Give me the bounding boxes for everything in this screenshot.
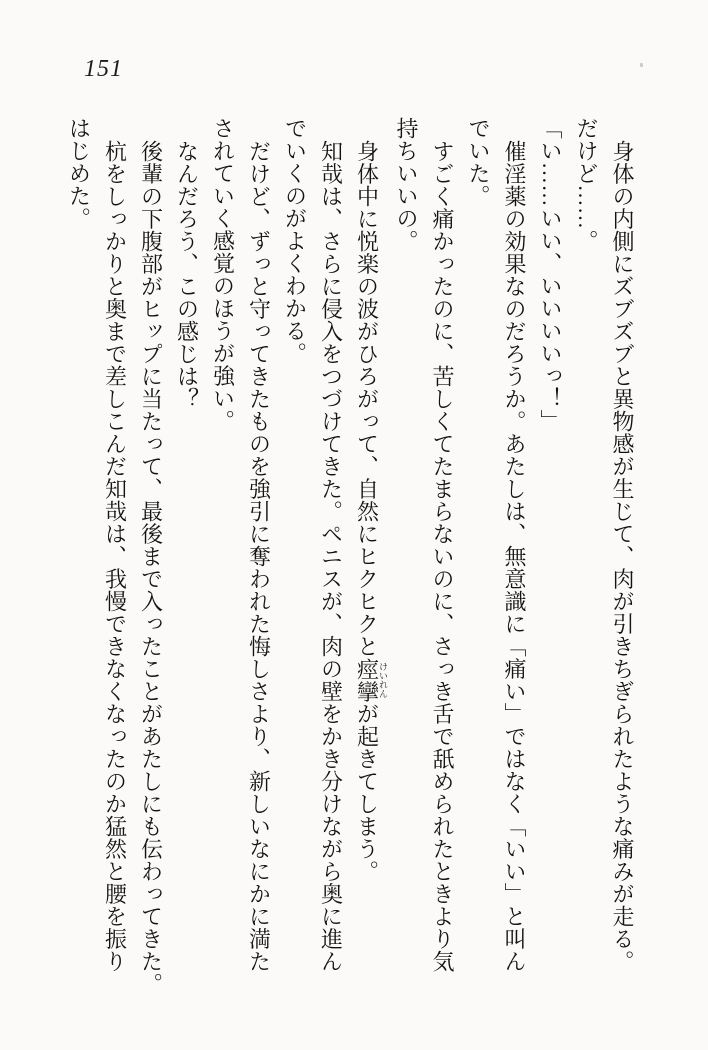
ruby-reading: けいれん: [378, 657, 388, 703]
text-column: でいた。: [466, 117, 491, 207]
page-number: 151: [84, 56, 123, 82]
text-column: 催淫薬の効果なのだろうか。あたしは、無意識に「痛い」ではなく「いい」と叫ん: [502, 140, 527, 973]
text-column: 持ちいいの。: [394, 117, 419, 252]
text-column: なんだろう、この感じは？: [174, 140, 200, 410]
text-column: だけど……。: [574, 117, 599, 252]
text-column: 知哉は、さらに侵入をつづけてきた。ペニスが、肉の壁をかき分けながら奥に進ん: [318, 140, 344, 973]
text-column: 「い……いい、いいいいっ！」: [538, 117, 563, 432]
text-column: 後輩の下腹部がヒップに当たって、最後まで入ったことがあたしにも伝わってきた。: [138, 140, 164, 995]
text-column: はじめた。: [66, 117, 92, 230]
text-segment: 身体中に悦楽の波がひろがって、自然にヒクヒクと: [354, 140, 380, 658]
text-column: 身体の内側にズブズブと異物感が生じて、肉が引きちぎられたような痛みが走る。: [610, 140, 635, 973]
text-column: [349, 117, 389, 1025]
ruby-base: 痙攣: [354, 657, 380, 703]
text-column: 杭をしっかりと奥まで差しこんだ知哉は、我慢できなくなったのか猛然と腰を振り: [102, 140, 128, 973]
body-text: [61, 117, 641, 1002]
scan-artifact-dot: [640, 63, 643, 67]
text-segment: が起きてしまう。: [354, 702, 380, 883]
text-column: でいくのがよくわかる。: [282, 117, 308, 365]
text-column: すごく痛かったのに、苦しくてたまらないのに、さっき舌で舐められたときより気: [430, 140, 455, 973]
text-column: だけど、ずっと守ってきたものを強引に奪われた悔しさより、新しいなにかに満た: [246, 140, 272, 973]
text-column: されていく感覚のほうが強い。: [210, 117, 236, 432]
ruby-annotation: [354, 657, 388, 703]
